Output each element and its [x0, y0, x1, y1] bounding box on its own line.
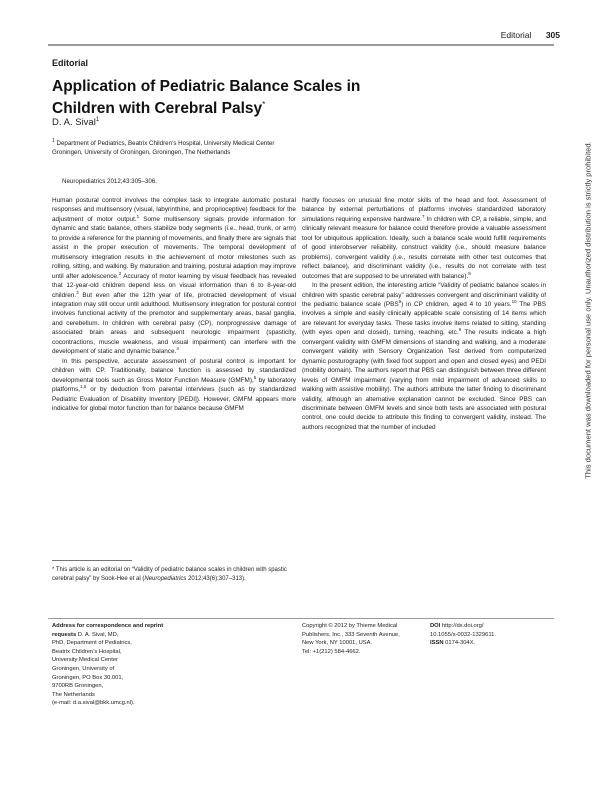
paragraph: In this perspective, accurate assessment of postural control is important for children with CP. Traditionally, balance function is assessed by standardized developmental tools such as Gross Motor Function Measure (GMFM),$^5$ by laboratory platforms,$^{1,6}$ or by deduction from parental interviews (such as by standardized Pediatric Evaluation of Disability Inventory [PEDI]). However, GMFM appears more indicative for global motor function than for balance because GMFM	[52, 357, 297, 412]
affiliation	[52, 137, 302, 157]
author-name: D. A. Sival	[52, 117, 96, 129]
article-identifiers	[430, 622, 540, 648]
article-title-text: Application of Pediatric Balance Scales in Children with Cerebral Palsy	[52, 78, 361, 117]
download-watermark: This document was downloaded for personal use only. Unauthorized distribution is strictly prohibited.	[583, 141, 593, 479]
issn-value: 0174-304X.	[445, 640, 476, 647]
header-divider	[48, 44, 554, 46]
title-footnote-marker: *	[262, 99, 266, 109]
paragraph: Human postural control involves the complex task to integrate automatic postural responses and multisensory (visual, labyrinthine, and proprioceptive) feedback for the adjustment of motor output.$^1$ Some multisensory signals provide information for dynamic and static balance, others stabilize body segments (i.e., head, trunk, or arm) to provide a reference for the planning of movements, and finally there are signals that assist in the proper execution of movements. The temporal development of multisensory integration results in the achievement of motor milestones such as rolling, sitting, and walking. By maturation and training, postural adaption may improve until after adolescence.$^2$ Accuracy of motor learning by visual feedback has revealed that 12-year-old children depend less on visual information than 6 to 8-year-old children.$^3$ But even after the 12th year of life, protracted development of visual integration may still occur until adulthood. Multisensory integration for postural control involves functional activity of the premotor and supplementary areas, basal ganglia, and cerebellum. In children with cerebral palsy (CP), nonprogressive damage of associated brain areas and subsequent neurologic impairment (spasticity, cocontractions, muscle weakness, and visual impairment) can interfere with the development of static and dynamic balance.$^4$	[52, 197, 297, 356]
body-column-right	[302, 196, 546, 432]
author-line	[52, 117, 99, 128]
correspondence-email: (e-mail: d.a.sival@bkk.umcg.nl).	[52, 700, 135, 707]
doi-link-continued[interactable]: 10.1055/s-0032-1329611.	[430, 631, 496, 638]
correspondence-address: Address for correspondence and reprint requests D. A. Sival, MD, PhD, Department of Pediatrics, Beatrix Children’s Hospital, University Medical Center Groningen, University of Groningen, PO Box 30.001, 9700RB Groningen, The Netherlands (e-mail: d.a.sival@bkk.umcg.nl).	[52, 623, 164, 707]
footnote-divider	[52, 560, 132, 561]
footer-divider	[48, 618, 554, 619]
footnote-journal: Neuropediatrics	[144, 575, 187, 582]
running-header	[501, 30, 560, 40]
section-label: Editorial	[52, 58, 89, 68]
page-number: 305	[545, 30, 560, 40]
doi-label: DOI	[430, 623, 441, 629]
paragraph: hardly focuses on unusual fine motor skills of the head and foot. Assessment of balance by external perturbations of platforms involves standardized laboratory simulations requiring expensive hardware.$^7$ In children with CP, a reliable, simple, and clinically relevant measure for balance could therefore provide a valuable assessment tool for ubiquitous application. Ideally, such a balance scale would fulfill requirements of good interobserver reliability, construct validity (i.e., should measure balance problems), convergent validity (i.e., results correlate with other test outcomes that reflect balance), and discriminant validity (i.e., results do not correlate with test outcomes that are supposed to be unrelated with balance).$^8$	[302, 197, 546, 280]
affiliation-marker: 1	[52, 138, 55, 144]
paragraph: In the present edition, the interesting article “Validity of pediatric balance scales in children with spastic cerebral palsy” addresses convergent and discriminant validity of the pediatric balance scale (PBS$^9$) in CP children, aged 4 to 10 years.$^{10}$ The PBS involves a simple and easily clinically applicable scale consisting of 14 items which are relevant for everyday tasks. These tasks involve items related to sitting, standing (with eyes open and closed), turning, reaching, etc.$^9$ The results indicate a high convergent validity with GMFM dimensions of standing and walking, and a moderate convergent validity with Sensory Organization Test derived from computerized dynamic posturography (with fixed foot support and open and closed eyes) and PEDI (mobility domain). The authors report that PBS can distinguish between three different levels of GMFM impairment (varying from mild impairment of advanced skills to walking with assistive mobility). The authors attribute the latter finding to discriminant validity, although an alternative explanation cannot be excluded. Since PBS can discriminate between GMFM levels and since both tests are associated with postural control, one could decide to attribute this finding to convergent validity, instead. The authors recognized that the number of included	[302, 282, 546, 431]
footnote: * This article is an editorial on “Validity of pediatric balance scales in children with spastic cerebral palsy” by Sook-Hee et al (Neuropediatrics 2012;43(6):307–313).	[52, 567, 287, 582]
doi-link[interactable]: http://dx.doi.org/	[441, 623, 484, 629]
issn-label: ISSN	[430, 640, 444, 647]
copyright-notice: Copyright © 2012 by Thieme Medical Publishers, Inc., 333 Seventh Avenue, New York, NY 10001, USA. Tel: +1(212) 584-4662.	[302, 623, 400, 655]
correspondence-label: Address for correspondence and reprint requests	[52, 623, 164, 638]
affiliation-text: Department of Pediatrics, Beatrix Children’s Hospital, University Medical Center Groningen, University of Groningen, Groningen, The Netherlands	[52, 140, 275, 157]
running-header-section: Editorial	[500, 30, 532, 40]
article-title	[52, 78, 412, 117]
author-affiliation-marker: 1	[95, 117, 100, 123]
body-column-left	[52, 196, 296, 413]
journal-citation: Neuropediatrics 2012;43:305–306.	[62, 178, 157, 185]
